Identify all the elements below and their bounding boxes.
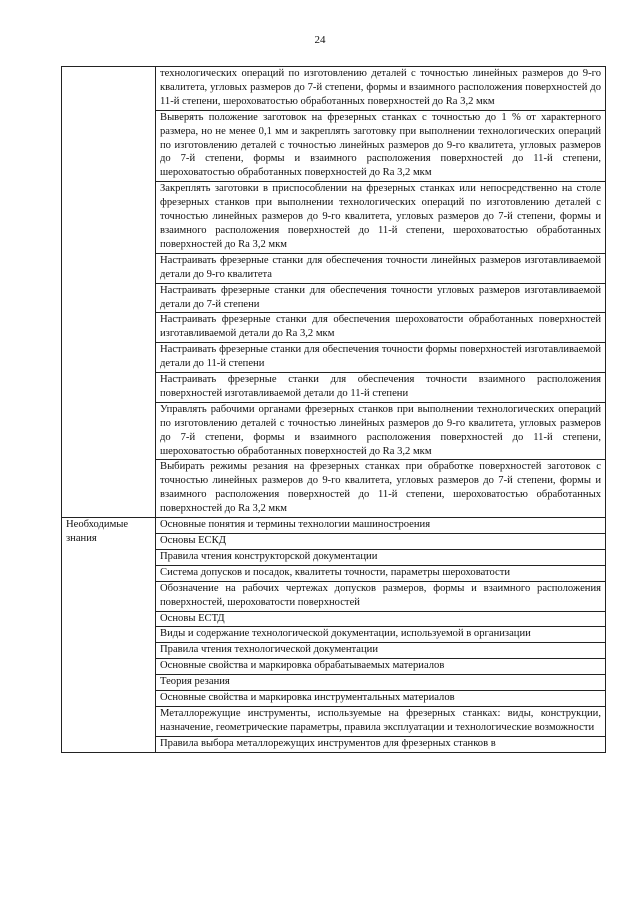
- skill-item: Выбирать режимы резания на фрезерных станках при обработке поверхностей заготовок с точностью линейных размеров до 9-го квалитета, угловых размеров до 7-й степени, формы и взаимного расположения поверхностей до 11-й степени, шероховатостью обработанных поверхностей до Ra 3,2 мкм: [156, 460, 606, 518]
- knowledge-item: Основные свойства и маркировка обрабатываемых материалов: [156, 659, 606, 675]
- skill-item: Закреплять заготовки в приспособлении на фрезерных станках или непосредственно на столе фрезерных станков при выполнении технологических операций по изготовлению деталей с точностью линейных размеров до 9-го квалитета, угловых размеров до 7-й степени, формы и взаимного расположения поверхностей до 11-й степени, шероховатостью обработанных поверхностей до Ra 3,2 мкм: [156, 182, 606, 254]
- skills-label-cell: [62, 67, 156, 518]
- skill-item: Настраивать фрезерные станки для обеспечения точности линейных размеров изготавливаемой детали до 9-го квалитета: [156, 253, 606, 283]
- skill-item: технологических операций по изготовлению деталей с точностью линейных размеров до 9-го квалитета, угловых размеров до 7-й степени, формы и взаимного расположения поверхностей до 11-й степени, шероховатостью обработанных поверхностей до Ra 3,2 мкм: [156, 67, 606, 111]
- skill-item: Настраивать фрезерные станки для обеспечения шероховатости обработанных поверхностей изготавливаемой детали до Ra 3,2 мкм: [156, 313, 606, 343]
- knowledge-item: Правила выбора металлорежущих инструментов для фрезерных станков в: [156, 736, 606, 752]
- knowledge-item: Виды и содержание технологической документации, используемой в организации: [156, 627, 606, 643]
- knowledge-item: Основы ЕСКД: [156, 534, 606, 550]
- skill-item: Управлять рабочими органами фрезерных станков при выполнении технологических операций по изготовлению деталей с точностью линейных размеров до 9-го квалитета, угловых размеров до 7-й степени, формы и взаимного расположения поверхностей до 11-й степени, шероховатостью обработанных поверхностей до Ra 3,2 мкм: [156, 402, 606, 460]
- knowledge-item: Металлорежущие инструменты, используемые на фрезерных станках: виды, конструкции, назначение, геометрические параметры, правила эксплуатации и технологические возможности: [156, 706, 606, 736]
- skill-item: Настраивать фрезерные станки для обеспечения точности формы поверхностей изготавливаемой детали до 11-й степени: [156, 343, 606, 373]
- table-row: [62, 67, 606, 111]
- requirements-table: [61, 66, 606, 753]
- knowledge-item: Правила чтения технологической документации: [156, 643, 606, 659]
- knowledge-item: Основные свойства и маркировка инструментальных материалов: [156, 691, 606, 707]
- knowledge-item: Правила чтения конструкторской документации: [156, 549, 606, 565]
- section-label-knowledge: Необходимые знания: [62, 518, 156, 753]
- knowledge-item: Основные понятия и термины технологии машиностроения: [156, 518, 606, 534]
- knowledge-item: Обозначение на рабочих чертежах допусков размеров, формы и взаимного расположения поверхностей, шероховатости поверхностей: [156, 581, 606, 611]
- skill-item: Настраивать фрезерные станки для обеспечения точности взаимного расположения поверхностей изготавливаемой детали до 11-й степени: [156, 373, 606, 403]
- skill-item: Настраивать фрезерные станки для обеспечения точности угловых размеров изготавливаемой детали до 7-й степени: [156, 283, 606, 313]
- knowledge-item: Основы ЕСТД: [156, 611, 606, 627]
- knowledge-item: Система допусков и посадок, квалитеты точности, параметры шероховатости: [156, 565, 606, 581]
- page-number: 24: [314, 34, 326, 46]
- knowledge-item: Теория резания: [156, 675, 606, 691]
- table-row: [62, 518, 606, 534]
- skill-item: Выверять положение заготовок на фрезерных станках с точностью до 1 % от характерного размера, но не менее 0,1 мм и закреплять заготовку при выполнении технологических операций по изготовлению деталей с точностью линейных размеров до 9-го квалитета, угловых размеров до 7-й степени, формы и взаимного расположения поверхностей до 11-й степени, шероховатостью обработанных поверхностей до Ra 3,2 мкм: [156, 110, 606, 182]
